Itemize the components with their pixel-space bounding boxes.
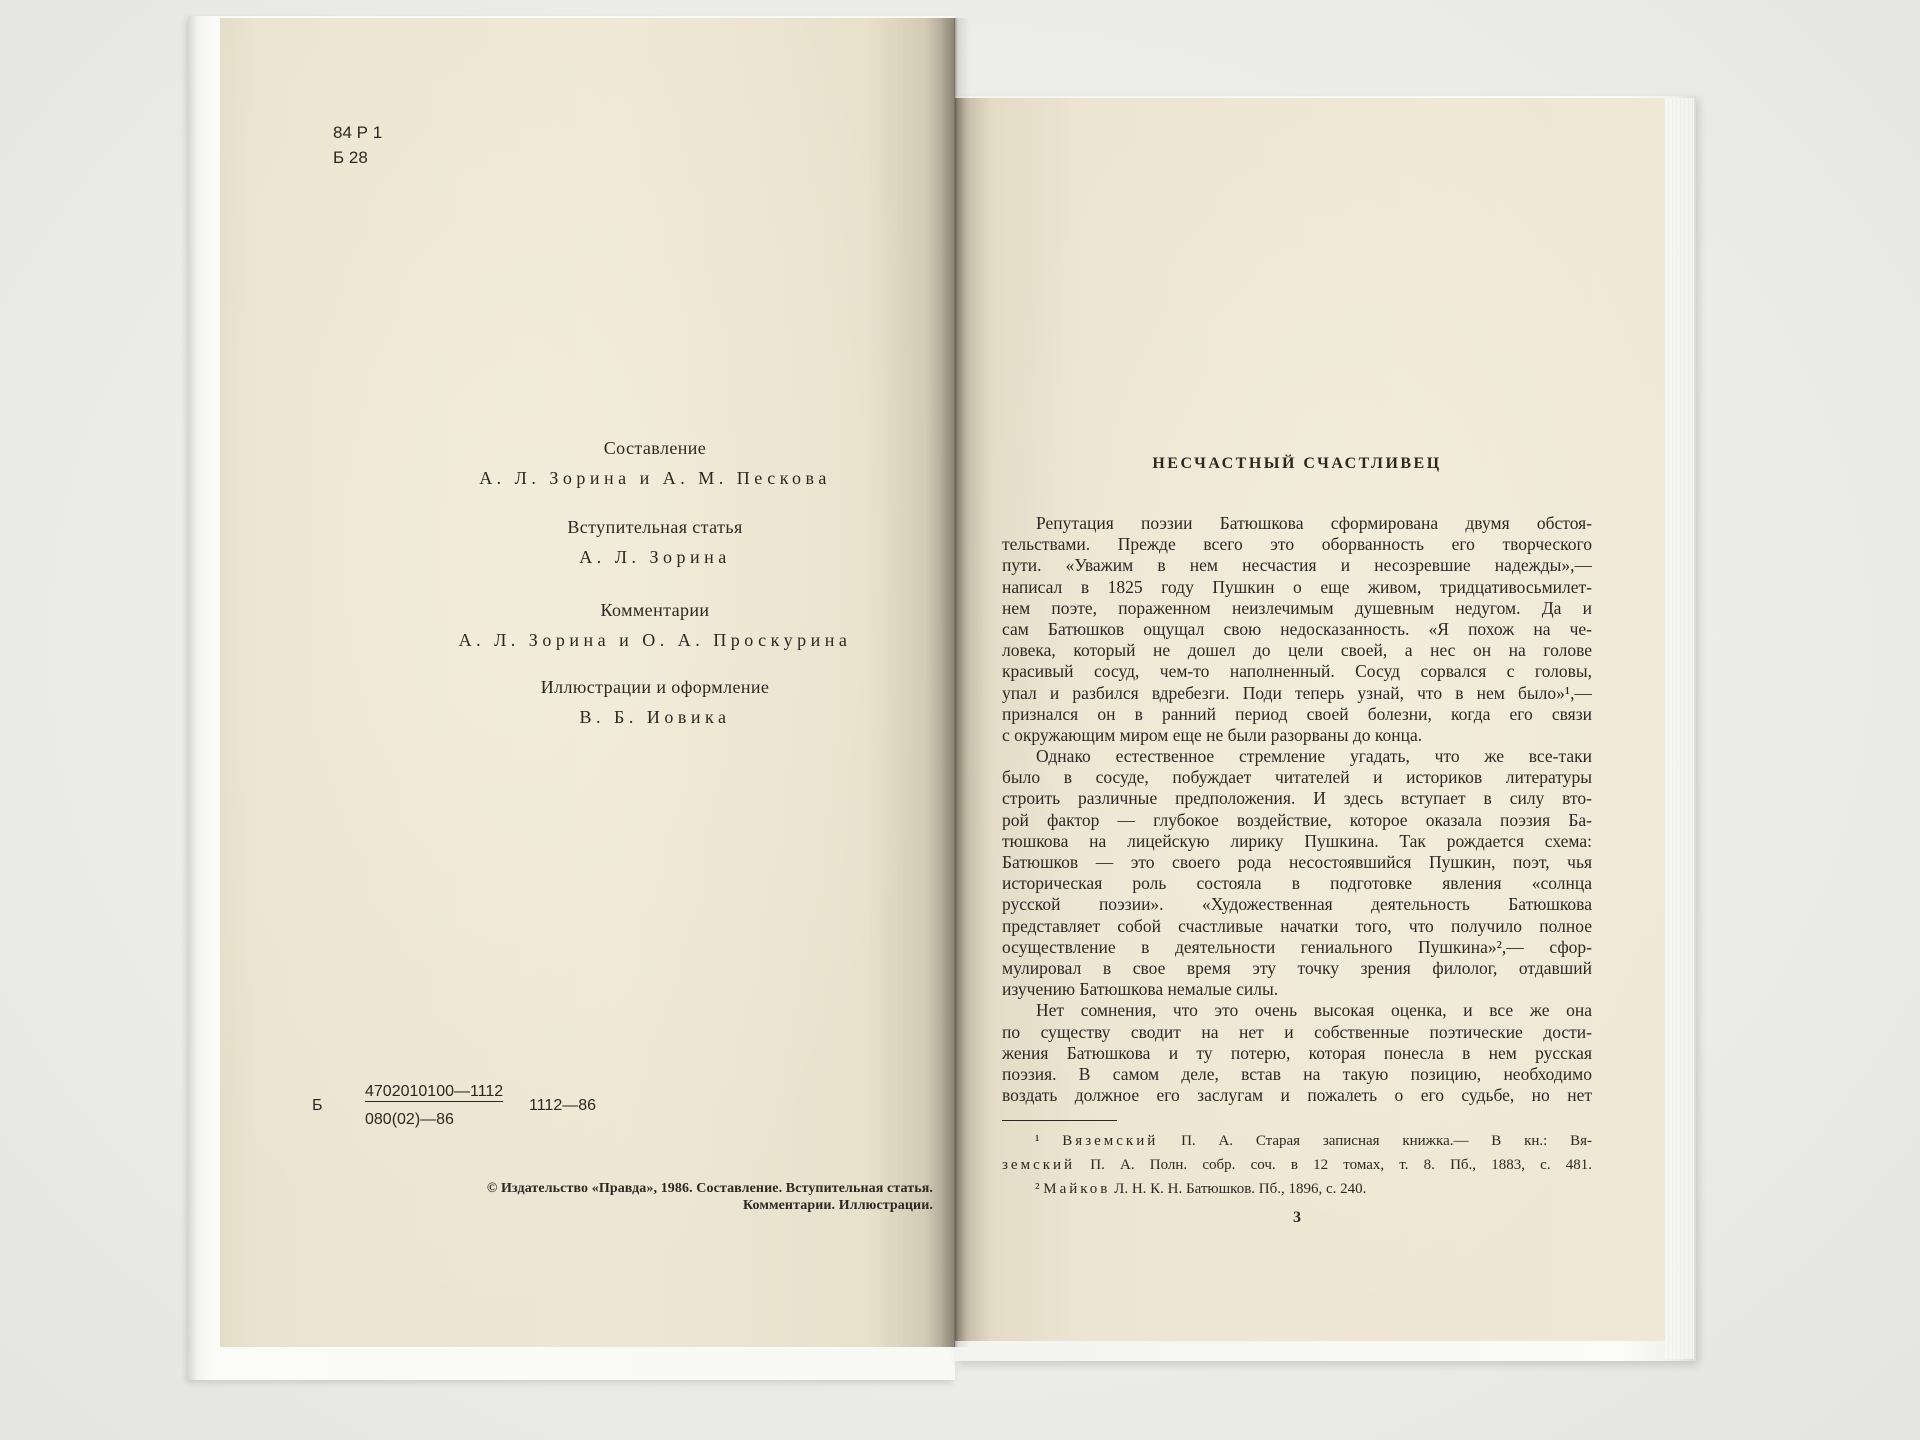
body-text-line: упал и разбился вдребезги. Поди теперь узнай, что в нем было»¹,— bbox=[1002, 682, 1592, 703]
body-text-line: было в сосуде, побуждает читателей и историков литературы bbox=[1002, 767, 1592, 788]
classification-code: 84 Р 1 bbox=[333, 123, 383, 142]
body-text-line: ловека, который не дошел до цели своей, а нес он на голове bbox=[1002, 640, 1592, 661]
page-number: 3 bbox=[1293, 1209, 1301, 1226]
book-gutter-shadow bbox=[940, 18, 970, 1347]
footnote-text: Л. Н. К. Н. Батюшков. Пб., 1896, с. 240. bbox=[1114, 1181, 1367, 1197]
credit-role: Вступительная статья bbox=[567, 517, 743, 537]
credit-role: Иллюстрации и оформление bbox=[540, 677, 770, 697]
author-mark: Б 28 bbox=[333, 148, 368, 167]
body-text-line: тельствами. Прежде всего это оборванность его творческого bbox=[1002, 534, 1592, 555]
catalog-numerator bbox=[365, 1082, 503, 1102]
right-page bbox=[955, 98, 1665, 1341]
catalog-suffix: 1112—86 bbox=[529, 1097, 597, 1114]
paragraph bbox=[1002, 1000, 1592, 1106]
body-text-line: пути. «Уважим в нем несчастия и несозревшие надежды»,— bbox=[1002, 555, 1592, 576]
body-text-line: тюшкова на лицейскую лирику Пушкина. Так рождается схема: bbox=[1002, 830, 1592, 851]
copyright-line: Комментарии. Иллюстрации. bbox=[742, 1198, 933, 1213]
credit-role: Комментарии bbox=[600, 600, 710, 620]
page-edge-lines bbox=[1665, 98, 1694, 1359]
body-text bbox=[1002, 513, 1592, 1106]
footnote-line bbox=[1002, 1129, 1592, 1153]
footnotes bbox=[1002, 1129, 1592, 1201]
body-text-line: представляет собой счастливые начатки того, что получило полное bbox=[1002, 915, 1592, 936]
paragraph bbox=[1002, 746, 1592, 1000]
body-text-line: красивый сосуд, чем-то наполненный. Сосуд сорвался с головы, bbox=[1002, 661, 1592, 682]
body-text-line: воздать должное его заслугам и пожалеть о его судьбе, но нет bbox=[1002, 1085, 1592, 1106]
body-text-line: нем поэте, пораженном неизлечимым душевным недугом. Да и bbox=[1002, 597, 1592, 618]
footnote-marker: ² bbox=[1035, 1181, 1040, 1197]
body-text-line: рой фактор — глубокое воздействие, которое оказала поэзия Ба- bbox=[1002, 809, 1592, 830]
credit-role: Составление bbox=[603, 438, 707, 458]
body-text-line: Однако естественное стремление угадать, что же все-таки bbox=[1036, 746, 1592, 767]
left-page bbox=[220, 18, 955, 1347]
credit-introduction bbox=[355, 516, 955, 568]
credit-names: В. Б. Иовика bbox=[579, 707, 731, 727]
credit-names: А. Л. Зорина и О. А. Проскурина bbox=[458, 630, 852, 650]
body-text-line: Нет сомнения, что это очень высокая оценка, и все же она bbox=[1036, 1000, 1592, 1021]
footnote-rule bbox=[1002, 1120, 1117, 1121]
credit-illustrations bbox=[355, 676, 955, 728]
footnote-text: П. А. Старая записная книжка.— В кн.: Вя- bbox=[1181, 1133, 1592, 1149]
body-text-line: мулировал в свое время эту точку зрения филолог, отдавший bbox=[1002, 957, 1592, 978]
body-text-line: жения Батюшкова и ту потерю, которая понесла в нем русская bbox=[1002, 1042, 1592, 1063]
footnote-line bbox=[1002, 1153, 1592, 1177]
body-text-line: сам Батюшков ощущал свою недосказанность. «Я похож на че- bbox=[1002, 618, 1592, 639]
body-text-line: изучению Батюшкова немалые силы. bbox=[1002, 979, 1279, 1000]
footnote-author: Вяземский bbox=[1062, 1133, 1159, 1149]
body-text-line: осуществление в деятельности гениального Пушкина»²,— сфор- bbox=[1002, 936, 1592, 957]
body-text-line: по существу сводит на нет и собственные поэтические дости- bbox=[1002, 1021, 1592, 1042]
footnote-author: земский bbox=[1002, 1157, 1076, 1173]
body-text-line: написал в 1825 году Пушкин о еще живом, тридцативосьмилет- bbox=[1002, 576, 1592, 597]
credit-names: А. Л. Зорина bbox=[579, 547, 731, 567]
chapter-title: НЕСЧАСТНЫЙ СЧАСТЛИВЕЦ bbox=[1152, 455, 1442, 472]
footnote-line bbox=[1002, 1177, 1592, 1201]
catalog-prefix: Б bbox=[312, 1097, 323, 1114]
footnote-author: Майков bbox=[1043, 1181, 1111, 1197]
footnote-marker: ¹ bbox=[1035, 1133, 1040, 1149]
body-text-line: Батюшков — это своего рода несостоявшийся Пушкин, поэт, чья bbox=[1002, 852, 1592, 872]
credit-names: А. Л. Зорина и А. М. Пескова bbox=[479, 468, 831, 488]
footnote-text: П. А. Полн. собр. соч. в 12 томах, т. 8. Пб., 1883, с. 481. bbox=[1090, 1157, 1592, 1173]
catalog-denominator: 080(02)—86 bbox=[365, 1111, 454, 1128]
credit-commentary bbox=[355, 599, 955, 651]
body-text-line: Репутация поэзии Батюшкова сформирована двумя обстоя- bbox=[1036, 513, 1592, 533]
catalog-numerator-text: 4702010100—1112 bbox=[365, 1083, 504, 1100]
body-text-line: историческая роль состояла в подготовке явления «солнца bbox=[1002, 873, 1592, 894]
body-text-line: признался он в ранний период своей болезни, когда его связи bbox=[1002, 703, 1592, 724]
copyright-line: © Издательство «Правда», 1986. Составление. Вступительная статья. bbox=[486, 1181, 933, 1196]
body-text-line: русской поэзии». «Художественная деятельность Батюшкова bbox=[1002, 894, 1592, 915]
paragraph bbox=[1002, 513, 1592, 746]
body-text-line: поэзия. В самом деле, встав на такую позицию, необходимо bbox=[1002, 1063, 1592, 1084]
body-text-line: с окружающим миром еще не были разорваны до конца. bbox=[1002, 724, 1423, 745]
body-text-line: строить различные предположения. И здесь вступает в силу вто- bbox=[1002, 788, 1592, 809]
credit-compilation bbox=[355, 437, 955, 489]
